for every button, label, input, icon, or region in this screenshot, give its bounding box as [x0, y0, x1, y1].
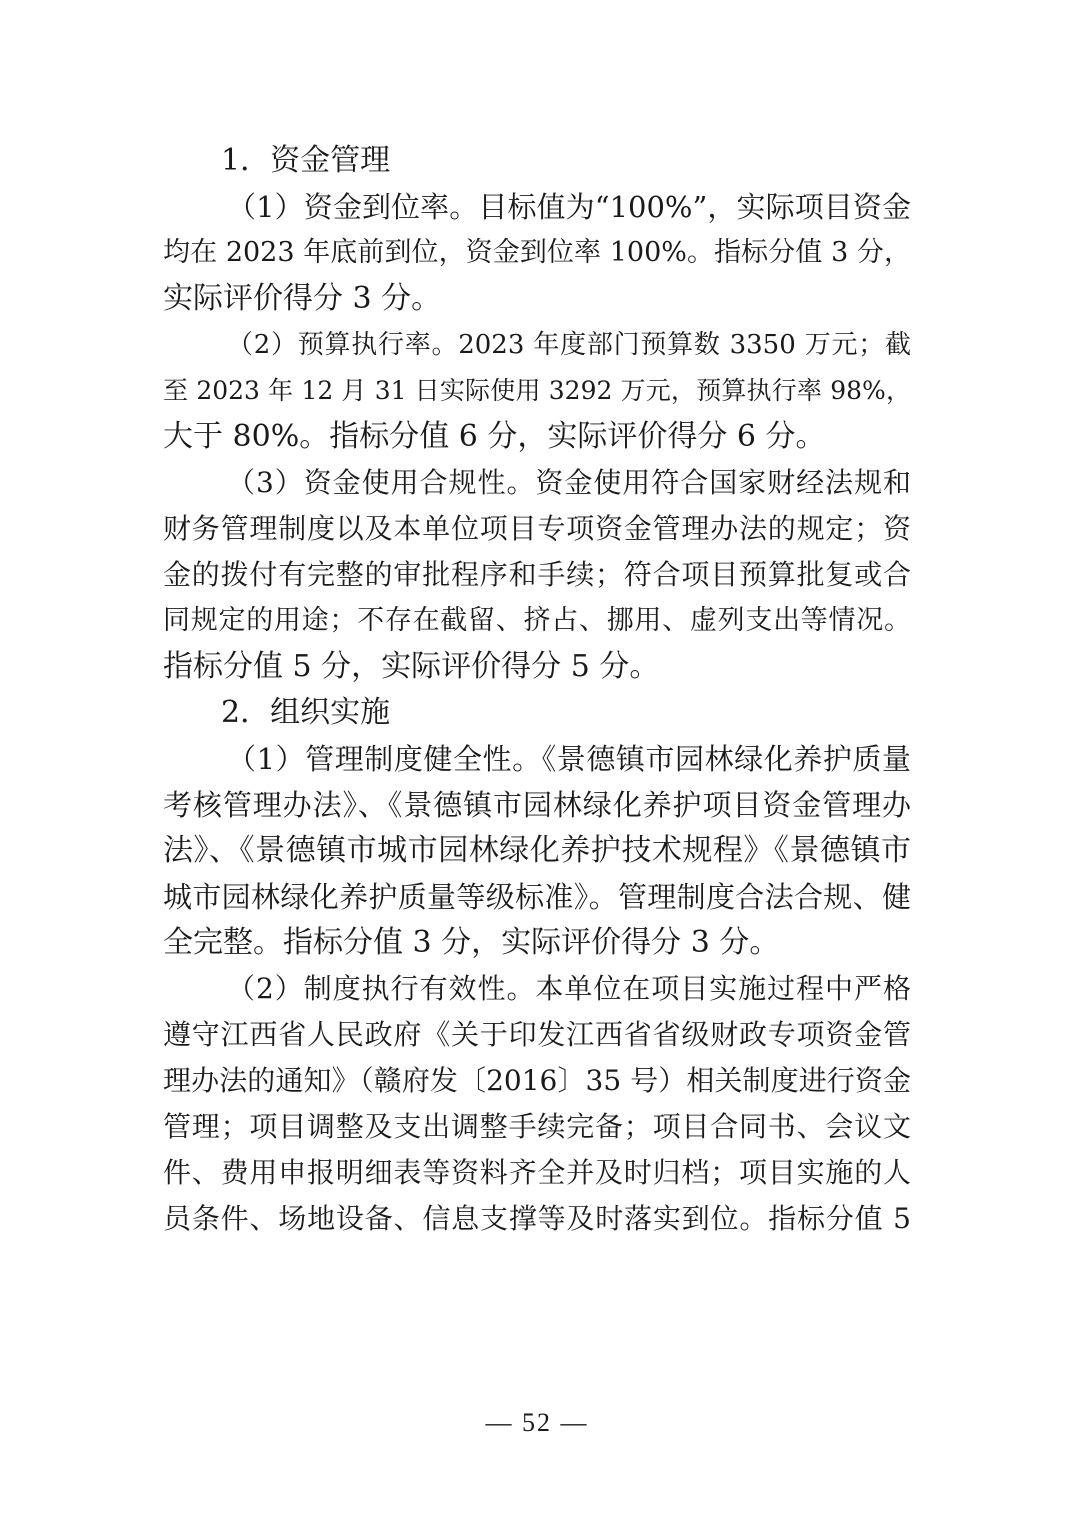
section-heading-organization: 2．组织实施 — [221, 695, 391, 730]
paragraph-line: （2）制度执行有效性。本单位在项目实施过程中严格 — [227, 972, 911, 1005]
paragraph-line: 财务管理制度以及本单位项目专项资金管理办法的规定；资 — [163, 512, 911, 545]
paragraph-line: 均在 2023 年底前到位，资金到位率 100%。指标分值 3 分， — [163, 237, 911, 268]
paragraph-line: 全完整。指标分值 3 分，实际评价得分 3 分。 — [163, 925, 780, 960]
paragraph-line: 城市园林绿化养护质量等级标准》。管理制度合法合规、健 — [163, 880, 911, 914]
page-number: — 52 — — [485, 1408, 589, 1437]
section-heading-fund-management: 1．资金管理 — [221, 143, 391, 178]
paragraph-line: 大于 80%。指标分值 6 分，实际评价得分 6 分。 — [163, 419, 826, 454]
paragraph-line: 至 2023 年 12 月 31 日实际使用 3292 万元，预算执行率 98%， — [163, 376, 911, 405]
paragraph-line: 法》、《景德镇市城市园林绿化养护技术规程》《景德镇市 — [163, 833, 911, 868]
paragraph-line: （3）资金使用合规性。资金使用符合国家财经法规和 — [227, 466, 911, 499]
paragraph-line: （1）管理制度健全性。《景德镇市园林绿化养护质量 — [227, 742, 911, 776]
paragraph-line: 同规定的用途；不存在截留、挤占、挪用、虚列支出等情况。 — [163, 605, 911, 636]
document-body — [163, 138, 911, 1242]
paragraph-line: （2）预算执行率。2023 年度部门预算数 3350 万元；截 — [227, 330, 911, 360]
paragraph-line: 员条件、场地设备、信息支撑等及时落实到位。指标分值 5 — [163, 1202, 911, 1235]
paragraph-line: 理办法的通知》（赣府发〔2016〕35 号）相关制度进行资金 — [163, 1064, 911, 1097]
paragraph-line: 管理；项目调整及支出调整手续完备；项目合同书、会议文 — [163, 1110, 911, 1143]
paragraph-line: 实际评价得分 3 分。 — [163, 281, 442, 316]
paragraph-line: （1）资金到位率。目标值为“100%”，实际项目资金 — [227, 190, 911, 224]
paragraph-line: 遵守江西省人民政府《关于印发江西省省级财政专项资金管 — [163, 1018, 911, 1051]
paragraph-line: 金的拨付有完整的审批程序和手续；符合项目预算批复或合 — [163, 558, 911, 591]
paragraph-line: 考核管理办法》、《景德镇市园林绿化养护项目资金管理办 — [163, 788, 911, 822]
paragraph-line: 件、费用申报明细表等资料齐全并及时归档；项目实施的人 — [163, 1156, 911, 1189]
paragraph-line: 指标分值 5 分，实际评价得分 5 分。 — [163, 649, 660, 684]
